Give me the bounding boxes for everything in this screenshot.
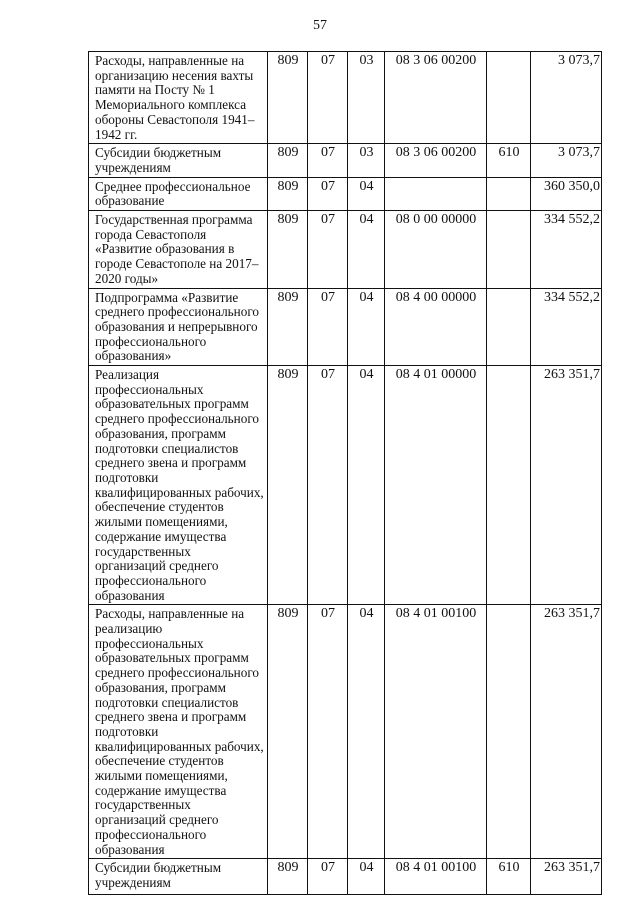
- expense-type-cell: [487, 211, 531, 289]
- amount-cell: 334 552,2: [531, 288, 602, 366]
- department-code-cell: 809: [268, 211, 308, 289]
- expense-type-cell: 610: [487, 144, 531, 177]
- department-code-cell: 809: [268, 366, 308, 605]
- target-article-cell: 08 4 01 00100: [385, 605, 487, 859]
- department-code-cell: 809: [268, 52, 308, 144]
- target-article-cell: 08 4 00 00000: [385, 288, 487, 366]
- subsection-code-cell: 04: [348, 605, 385, 859]
- section-code-cell: 07: [308, 211, 348, 289]
- section-code-cell: 07: [308, 366, 348, 605]
- expense-type-cell: [487, 288, 531, 366]
- section-code-cell: 07: [308, 859, 348, 895]
- subsection-code-cell: 04: [348, 288, 385, 366]
- page-number: 57: [313, 18, 327, 33]
- table-row: [89, 177, 602, 210]
- expense-name-cell: Субсидии бюджетным учреждениям: [89, 859, 268, 895]
- budget-table: [88, 51, 602, 895]
- target-article-cell: [385, 177, 487, 210]
- table-row: [89, 859, 602, 895]
- table-row: [89, 366, 602, 605]
- expense-name-cell: Субсидии бюджетным учреждениям: [89, 144, 268, 177]
- expense-name-cell: Подпрограмма «Развитие среднего профессионального образования и непрерывного профессионального образования»: [89, 288, 268, 366]
- subsection-code-cell: 04: [348, 177, 385, 210]
- table-row: [89, 52, 602, 144]
- amount-cell: 3 073,7: [531, 52, 602, 144]
- department-code-cell: 809: [268, 288, 308, 366]
- target-article-cell: 08 4 01 00100: [385, 859, 487, 895]
- amount-cell: 263 351,7: [531, 366, 602, 605]
- amount-cell: 3 073,7: [531, 144, 602, 177]
- expense-type-cell: [487, 605, 531, 859]
- subsection-code-cell: 04: [348, 859, 385, 895]
- subsection-code-cell: 03: [348, 52, 385, 144]
- subsection-code-cell: 04: [348, 211, 385, 289]
- department-code-cell: 809: [268, 177, 308, 210]
- expense-type-cell: [487, 177, 531, 210]
- department-code-cell: 809: [268, 605, 308, 859]
- budget-table-body: [89, 52, 602, 895]
- section-code-cell: 07: [308, 288, 348, 366]
- expense-name-cell: Реализация профессиональных образовательных программ среднего профессионального образования, программ подготовки специалистов среднего звена и программ подготовки квалифицированных рабочих, обеспечение студентов жилыми помещениями, содержание имущества государственных организаций среднего профессионального образования: [89, 366, 268, 605]
- section-code-cell: 07: [308, 605, 348, 859]
- section-code-cell: 07: [308, 52, 348, 144]
- amount-cell: 334 552,2: [531, 211, 602, 289]
- department-code-cell: 809: [268, 144, 308, 177]
- subsection-code-cell: 04: [348, 366, 385, 605]
- table-row: [89, 144, 602, 177]
- subsection-code-cell: 03: [348, 144, 385, 177]
- table-row: [89, 288, 602, 366]
- expense-name-cell: Расходы, направленные на организацию несения вахты памяти на Посту № 1 Мемориального комплекса обороны Севастополя 1941–1942 гг.: [89, 52, 268, 144]
- expense-name-cell: Среднее профессиональное образование: [89, 177, 268, 210]
- department-code-cell: 809: [268, 859, 308, 895]
- table-row: [89, 211, 602, 289]
- amount-cell: 360 350,0: [531, 177, 602, 210]
- expense-name-cell: Расходы, направленные на реализацию профессиональных образовательных программ среднего профессионального образования, программ подготовки специалистов среднего звена и программ подготовки квалифицированных рабочих, обеспечение студентов жилыми помещениями, содержание имущества государственных организаций среднего профессионального образования: [89, 605, 268, 859]
- target-article-cell: 08 4 01 00000: [385, 366, 487, 605]
- target-article-cell: 08 3 06 00200: [385, 144, 487, 177]
- table-row: [89, 605, 602, 859]
- expense-type-cell: [487, 366, 531, 605]
- target-article-cell: 08 3 06 00200: [385, 52, 487, 144]
- expense-type-cell: 610: [487, 859, 531, 895]
- section-code-cell: 07: [308, 177, 348, 210]
- amount-cell: 263 351,7: [531, 605, 602, 859]
- amount-cell: 263 351,7: [531, 859, 602, 895]
- expense-name-cell: Государственная программа города Севастополя «Развитие образования в городе Севастополе на 2017–2020 годы»: [89, 211, 268, 289]
- target-article-cell: 08 0 00 00000: [385, 211, 487, 289]
- expense-type-cell: [487, 52, 531, 144]
- section-code-cell: 07: [308, 144, 348, 177]
